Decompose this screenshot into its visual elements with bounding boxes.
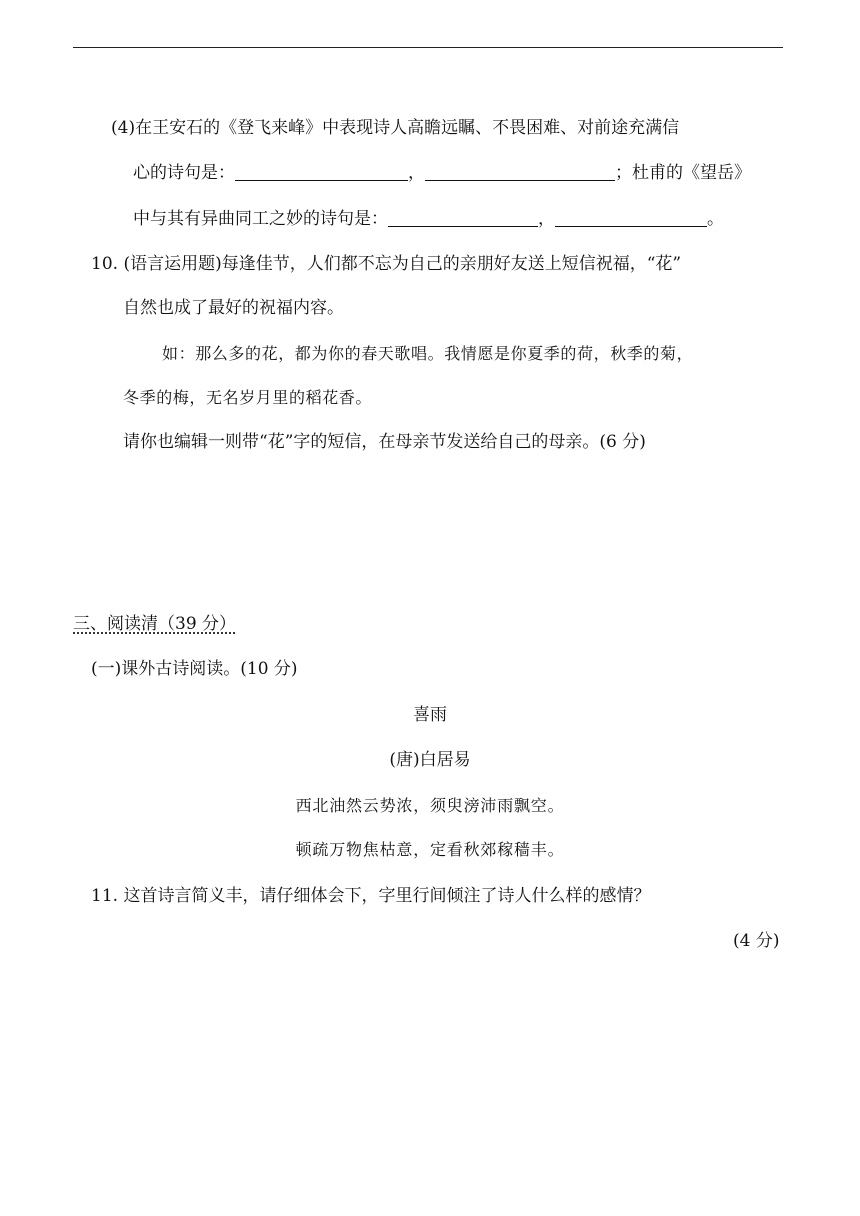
q10-line1: 10. (语言运用题)每逢佳节，人们都不忘为自己的亲朋好友送上短信祝福，“花” — [91, 254, 682, 274]
q4-line2-suffix: ；杜甫的《望岳》 — [615, 163, 751, 183]
q11-text: 11. 这首诗言简义丰，请仔细体会下，字里行间倾注了诗人什么样的感情？ — [91, 886, 651, 906]
q10-line2: 自然也成了最好的祝福内容。 — [123, 298, 344, 318]
q4-line3 — [133, 207, 724, 231]
part1-title: (一)课外古诗阅读。(10 分) — [91, 659, 298, 679]
q4-period: 。 — [707, 209, 724, 229]
header-rule — [73, 47, 783, 48]
q4-line2 — [133, 161, 751, 185]
poem-title: 喜雨 — [413, 705, 447, 725]
poem-author: (唐)白居易 — [389, 750, 471, 770]
q4-line3-prefix: 中与其有异曲同工之妙的诗句是： — [133, 209, 388, 229]
q10-example-line2: 冬季的梅，无名岁月里的稻花香。 — [123, 388, 373, 407]
section3-title: 三、阅读清（39 分） — [73, 614, 237, 634]
q4-comma-1: ， — [408, 163, 425, 183]
q4-comma-2: ， — [538, 209, 555, 229]
q4-line1: (4)在王安石的《登飞来峰》中表现诗人高瞻远瞩、不畏困难、对前途充满信 — [111, 118, 680, 138]
answer-blank-3[interactable] — [388, 210, 538, 227]
poem-line2: 顿疏万物焦枯意，定看秋郊稼穑丰。 — [295, 840, 565, 859]
answer-blank-2[interactable] — [425, 164, 615, 181]
poem-line1: 西北油然云势浓，须臾滂沛雨飘空。 — [295, 796, 565, 815]
q10-example-line1: 如：那么多的花，都为你的春天歌唱。我情愿是你夏季的荷，秋季的菊， — [162, 344, 694, 363]
q10-task: 请你也编辑一则带“花”字的短信，在母亲节发送给自己的母亲。(6 分) — [123, 432, 646, 452]
q11-score: (4 分) — [733, 931, 780, 951]
q4-line2-prefix: 心的诗句是： — [133, 163, 235, 183]
answer-blank-1[interactable] — [235, 164, 408, 181]
answer-blank-4[interactable] — [555, 210, 707, 227]
